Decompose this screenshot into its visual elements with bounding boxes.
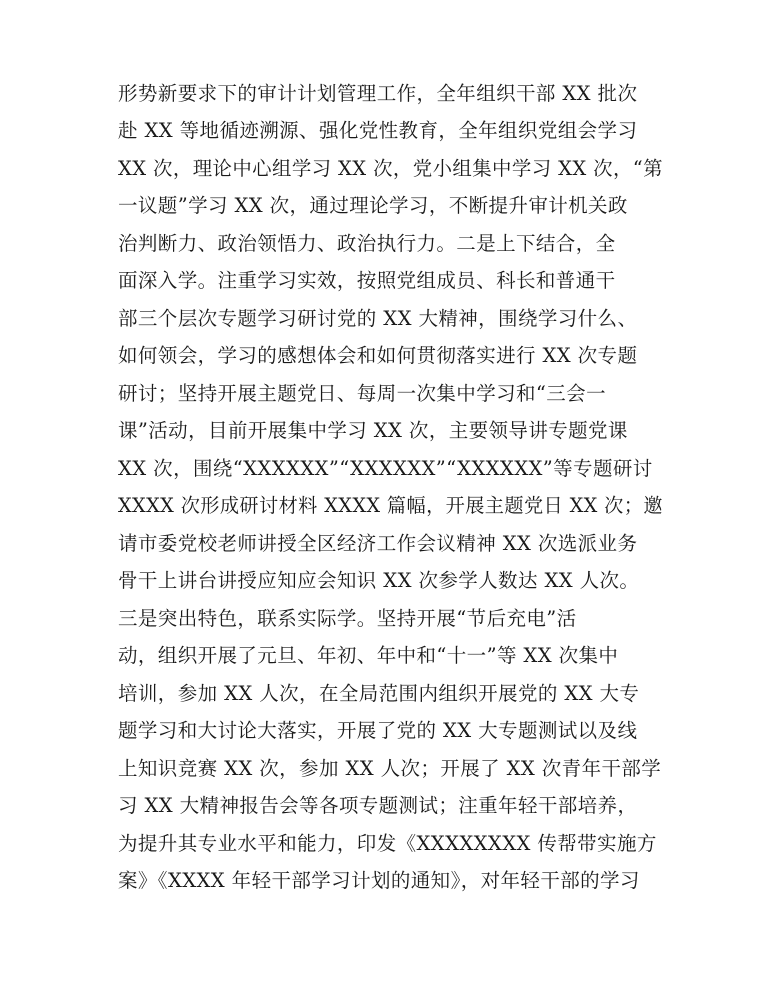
text-line: 习 XX 大精神报告会等各项专题测试；注重年轻干部培养， — [118, 794, 638, 817]
text-line: 培训，参加 XX 人次，在全局范围内组织开展党的 XX 大专 — [118, 682, 640, 705]
text-line: XXXX 次形成研讨材料 XXXX 篇幅，开展主题党日 XX 次；邀 — [118, 494, 663, 517]
text-line: 动，组织开展了元旦、年初、年中和“十一”等 XX 次集中 — [118, 644, 619, 667]
text-line: 形势新要求下的审计计划管理工作，全年组织干部 XX 批次 — [118, 82, 638, 105]
text-line: 部三个层次专题学习研讨党的 XX 大精神，围绕学习什么、 — [118, 307, 638, 330]
text-line: 为提升其专业水平和能力，印发《XXXXXXXX 传帮带实施方 — [118, 832, 657, 855]
text-line: 治判断力、政治领悟力、政治执行力。二是上下结合，全 — [118, 232, 616, 255]
text-line: 题学习和大讨论大落实，开展了党的 XX 大专题测试以及线 — [118, 719, 638, 742]
text-line: 课”活动，目前开展集中学习 XX 次，主要领导讲专题党课 — [118, 419, 628, 442]
text-line: 三是突出特色，联系实际学。坚持开展“节后充电”活 — [118, 607, 577, 630]
text-line: 上知识竞赛 XX 次，参加 XX 人次；开展了 XX 次青年干部学 — [118, 757, 662, 780]
text-line: 面深入学。注重学习实效，按照党组成员、科长和普通干 — [118, 269, 616, 292]
text-line: 研讨；坚持开展主题党日、每周一次集中学习和“三会一 — [118, 382, 606, 405]
text-line: XX 次，理论中心组学习 XX 次，党小组集中学习 XX 次，“第 — [118, 157, 663, 180]
text-line: 如何领会，学习的感想体会和如何贯彻落实进行 XX 次专题 — [118, 344, 638, 367]
text-line: XX 次，围绕“XXXXXX”“XXXXXX”“XXXXXX”等专题研讨 — [118, 457, 653, 480]
text-line: 一议题”学习 XX 次，通过理论学习，不断提升审计机关政 — [118, 194, 628, 217]
text-line: 赴 XX 等地循迹溯源、强化党性教育，全年组织党组会学习 — [118, 119, 638, 142]
text-line: 骨干上讲台讲授应知应会知识 XX 次参学人数达 XX 人次。 — [118, 569, 640, 592]
text-line: 请市委党校老师讲授全区经济工作会议精神 XX 次选派业务 — [118, 532, 638, 555]
text-line: 案》《XXXX 年轻干部学习计划的通知》，对年轻干部的学习 — [118, 869, 640, 892]
